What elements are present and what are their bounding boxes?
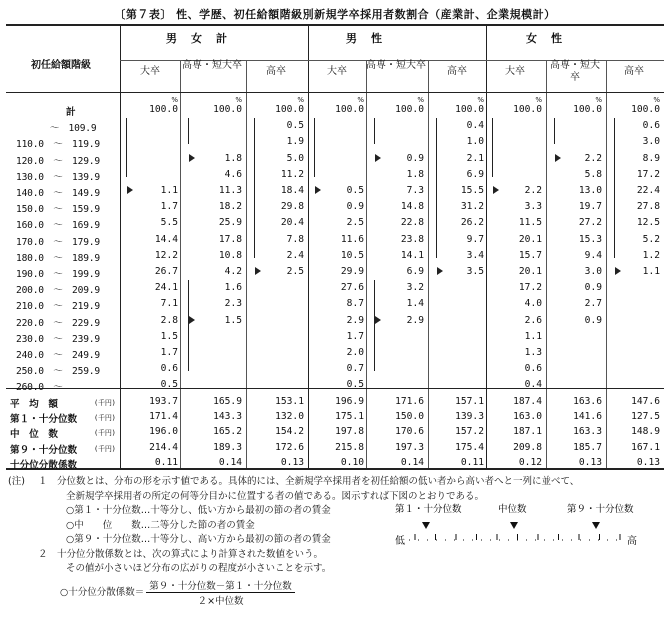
stat-cell: 132.0 (275, 411, 304, 423)
table-cell: 1.4 (406, 298, 424, 310)
table-cell: 1.3 (524, 347, 542, 358)
table-cell: 1.7 (160, 347, 178, 358)
stat-cell: 153.1 (275, 396, 304, 407)
formula-label: ○十分位分散係数＝ (60, 587, 145, 598)
stat-label: 平 均 額 (10, 399, 58, 410)
table-cell: 15.5 (460, 185, 484, 196)
table-cell: 2.8 (160, 314, 178, 326)
row-label: 250.0 ～ 259.9 (16, 366, 100, 378)
table-cell: 2.6 (524, 314, 542, 326)
table-cell: 3.0 (642, 136, 660, 148)
row-label: 190.0 ～ 199.9 (16, 269, 100, 280)
stat-cell: 172.6 (275, 441, 304, 453)
marker-label-d1: 第１・十分位数 (395, 504, 462, 515)
table-cell: 0.6 (160, 363, 178, 375)
table-cell: 1.7 (160, 201, 178, 213)
stat-cell: 0.12 (518, 456, 542, 468)
bracket-line (614, 118, 615, 258)
stat-cell: 143.3 (213, 411, 242, 423)
bracket-line (254, 118, 255, 258)
bracket-line (188, 118, 189, 144)
table-cell: 0.9 (406, 152, 424, 164)
table-cell: 100.0 (275, 104, 304, 115)
scale-ticks (415, 534, 620, 540)
percent-unit: % (417, 96, 424, 104)
table-cell: 29.8 (280, 201, 304, 213)
stat-cell: 0.11 (460, 456, 484, 468)
row-label: 230.0 ～ 239.9 (16, 333, 100, 345)
table-cell: 8.9 (642, 152, 660, 164)
bracket-line (314, 118, 315, 177)
stat-cell: 157.2 (455, 426, 484, 438)
table-cell: 5.5 (160, 217, 178, 229)
stat-cell: 165.2 (213, 426, 242, 438)
table-cell: 23.8 (400, 233, 424, 245)
stat-cell: 209.8 (513, 441, 542, 453)
table-cell: 1.5 (160, 330, 178, 342)
bracket-line (188, 280, 189, 371)
percent-unit: % (653, 96, 660, 104)
stat-cell: 170.6 (395, 426, 424, 438)
stat-cell: 0.11 (154, 456, 178, 468)
table-cell: 27.6 (340, 282, 364, 294)
table-cell: 4.6 (224, 168, 242, 180)
bracket-line (492, 118, 493, 177)
table-cell: 0.9 (584, 314, 602, 326)
table-cell: 100.0 (631, 104, 660, 115)
note-line: ○中 位 数…二等分した節の者の賃金 (66, 519, 255, 531)
table-cell: 2.3 (224, 298, 242, 310)
formula-fraction (146, 578, 295, 607)
row-label: 220.0 ～ 229.9 (16, 317, 100, 329)
table-cell: 2.5 (286, 266, 304, 277)
table-cell: 12.2 (154, 249, 178, 261)
table-cell: 13.0 (578, 185, 602, 196)
stat-label: 十分位分散係数 (10, 459, 78, 471)
note-line: ２ 十分位分散係数とは、次の算式により計算された数値をいう。 (38, 548, 324, 560)
table-cell: 18.2 (218, 201, 242, 213)
bracket-tip-icon (555, 154, 561, 162)
table-cell: 0.5 (346, 185, 364, 196)
table-cell: 0.5 (346, 379, 364, 391)
stat-cell: 147.6 (631, 396, 660, 407)
stat-cell: 150.0 (395, 411, 424, 423)
table-cell: 3.4 (466, 249, 484, 261)
marker-d1-icon (422, 522, 430, 529)
stat-cell: 197.3 (395, 441, 424, 453)
table-cell: 4.0 (524, 298, 542, 310)
table-cell: 3.2 (406, 282, 424, 294)
table-cell: 24.1 (154, 282, 178, 294)
table-title: 〔第７表〕 性、学歴、初任給額階級別新規学卒採用者数割合（産業計、企業規模計） (114, 8, 556, 21)
bracket-tip-icon (189, 154, 195, 162)
stat-cell: 127.5 (631, 411, 660, 423)
sub-header: 大卒 (140, 66, 160, 77)
row-label: ～ 109.9 (16, 123, 97, 135)
stat-cell: 0.14 (218, 456, 242, 468)
table-cell: 25.9 (218, 217, 242, 229)
table-cell: 18.4 (280, 185, 304, 196)
table-cell: 3.5 (466, 266, 484, 277)
stat-cell: 163.0 (513, 411, 542, 423)
table-cell: 11.3 (218, 185, 242, 196)
marker-label-median: 中位数 (498, 504, 527, 515)
bracket-line (374, 118, 375, 144)
table-cell: 0.6 (524, 363, 542, 375)
bracket-tip-icon (315, 186, 321, 194)
table-cell: 100.0 (513, 104, 542, 115)
bracket-tip-icon (437, 267, 443, 275)
col-divider (180, 60, 181, 468)
table-cell: 11.2 (280, 168, 304, 180)
table-cell: 6.9 (466, 168, 484, 180)
formula-denominator: ２×中位数 (197, 596, 244, 607)
table-cell: 17.2 (636, 168, 660, 180)
stat-cell: 154.2 (275, 426, 304, 438)
bracket-tip-icon (189, 316, 195, 324)
stat-cell: 214.4 (149, 441, 178, 453)
table-cell: 100.0 (213, 104, 242, 115)
stat-unit: (千円) (94, 444, 116, 453)
percent-unit: % (595, 96, 602, 104)
sub-header: 高専・短大卒 (182, 60, 242, 71)
table-cell: 100.0 (395, 104, 424, 115)
table-cell: 27.8 (636, 201, 660, 213)
sub-header: 高卒 (266, 66, 286, 77)
group-header-all: 男女計 (166, 32, 241, 45)
row-label: 170.0 ～ 179.9 (16, 236, 100, 248)
scale-low-label: 低 (395, 536, 405, 547)
table-cell: 2.5 (346, 217, 364, 229)
percent-unit: % (357, 96, 364, 104)
sub-header: 高卒 (447, 66, 467, 77)
stat-cell: 197.8 (335, 426, 364, 438)
percent-unit: % (297, 96, 304, 104)
group-header-female: 女性 (526, 32, 576, 45)
table-cell: 3.3 (524, 201, 542, 213)
sub-header: 高専・短大卒 (366, 60, 426, 71)
table-cell: 2.0 (346, 347, 364, 358)
table-cell: 3.0 (584, 266, 602, 277)
row-label: 260.0 ～ (16, 382, 63, 394)
row-header-label: 初任給額階級 (31, 60, 91, 71)
table-cell: 19.7 (578, 201, 602, 213)
stat-cell: 175.1 (335, 411, 364, 423)
table-cell: 2.2 (584, 152, 602, 164)
table-cell: 15.3 (578, 233, 602, 245)
table-cell: 20.1 (518, 233, 542, 245)
stat-cell: 163.6 (573, 396, 602, 407)
table-cell: 1.8 (224, 152, 242, 164)
row-label: 240.0 ～ 249.9 (16, 350, 100, 361)
stat-cell: 171.4 (149, 411, 178, 423)
stat-cell: 0.13 (578, 456, 602, 468)
marker-median-icon (510, 522, 518, 529)
stat-cell: 187.4 (513, 396, 542, 407)
table-cell: 8.7 (346, 298, 364, 310)
bracket-tip-icon (375, 316, 381, 324)
table-cell: 12.5 (636, 217, 660, 229)
stat-cell: 193.7 (149, 396, 178, 407)
table-cell: 7.3 (406, 185, 424, 196)
table-cell: 11.5 (518, 217, 542, 229)
wage-distribution-table (6, 24, 664, 470)
bracket-tip-icon (615, 267, 621, 275)
bracket-line (436, 118, 437, 258)
table-cell: 1.1 (160, 185, 178, 196)
stat-cell: 215.8 (335, 441, 364, 453)
percent-unit: % (477, 96, 484, 104)
table-cell: 0.4 (524, 379, 542, 391)
table-cell: 0.7 (346, 363, 364, 375)
table-cell: 5.2 (642, 233, 660, 245)
table-cell: 5.8 (584, 168, 602, 180)
marker-d9-icon (592, 522, 600, 529)
table-cell: 100.0 (335, 104, 364, 115)
note-line: 全新規学卒採用者の所定の何等分目かに位置する者の値である。図示すれば下図のとおりである。 (66, 490, 485, 502)
stat-cell: 175.4 (455, 441, 484, 453)
bracket-line (126, 118, 127, 177)
table-cell: 0.5 (160, 379, 178, 391)
bracket-line (554, 118, 555, 144)
note-line: その値が小さいほど分布の広がりの程度が小さいことを示す。 (66, 563, 332, 574)
stat-cell: 0.13 (636, 456, 660, 468)
table-cell: 0.4 (466, 120, 484, 132)
stat-label: 第１・十分位数 (10, 414, 78, 426)
stat-cell: 157.1 (455, 396, 484, 407)
scale-high-label: 高 (627, 536, 637, 547)
table-cell: 22.4 (636, 185, 660, 196)
note-line: １ 分位数とは、分布の形を示す値である。具体的には、全新規学卒採用者を初任給額の低い者から高い者へと一列に並べて、 (38, 476, 580, 487)
row-label: 150.0 ～ 159.9 (16, 204, 100, 216)
notes-label: (注) (8, 476, 25, 487)
stat-unit: (千円) (94, 414, 116, 423)
table-cell: 20.4 (280, 217, 304, 229)
table-cell: 0.5 (286, 120, 304, 132)
table-cell: 7.8 (286, 233, 304, 245)
group-header-male: 男性 (346, 32, 396, 45)
table-cell: 31.2 (460, 201, 484, 213)
table-cell: 1.7 (346, 330, 364, 342)
decile-scale-diagram (395, 502, 645, 552)
header-bottom (6, 92, 664, 93)
table-cell: 17.8 (218, 233, 242, 245)
table-cell: 10.8 (218, 249, 242, 261)
stat-cell: 185.7 (573, 441, 602, 453)
table-cell: 1.5 (224, 314, 242, 326)
table-cell: 2.4 (286, 249, 304, 261)
stat-cell: 167.1 (631, 441, 660, 453)
row-label: 180.0 ～ 189.9 (16, 252, 100, 264)
bracket-tip-icon (255, 267, 261, 275)
stat-label: 中 位 数 (10, 429, 58, 441)
table-cell: 9.4 (584, 249, 602, 261)
row-label: 140.0 ～ 149.9 (16, 188, 100, 199)
table-cell: 1.0 (466, 136, 484, 148)
bracket-line (374, 280, 375, 371)
row-label: 120.0 ～ 129.9 (16, 155, 100, 167)
sub-header: 大卒 (505, 66, 525, 77)
sub-header: 高専・短大卒 (550, 60, 600, 83)
table-cell: 6.9 (406, 266, 424, 277)
table-cell: 1.1 (642, 266, 660, 277)
stat-cell: 0.10 (340, 456, 364, 468)
table-cell: 22.8 (400, 217, 424, 229)
table-cell: 2.2 (524, 185, 542, 196)
row-label: 200.0 ～ 209.9 (16, 285, 100, 297)
note-line: ○第９・十分位数…十等分し、高い方から最初の節の者の賃金 (66, 534, 331, 545)
table-cell: 26.7 (154, 266, 178, 277)
table-cell: 5.0 (286, 152, 304, 164)
table-cell: 20.1 (518, 266, 542, 277)
stat-cell: 171.6 (395, 396, 424, 407)
stat-cell: 187.1 (513, 426, 542, 438)
row-label: 110.0 ～ 119.9 (16, 139, 100, 151)
table-cell: 2.9 (346, 314, 364, 326)
note-line: ○第１・十分位数…十等分し、低い方から最初の節の者の賃金 (66, 505, 331, 516)
table-cell: 2.7 (584, 298, 602, 310)
stat-label: 第９・十分位数 (10, 444, 78, 456)
table-cell: 1.8 (406, 168, 424, 180)
table-cell: 7.1 (160, 298, 178, 310)
table-cell: 15.7 (518, 249, 542, 261)
bracket-tip-icon (493, 186, 499, 194)
table-cell: 1.2 (642, 249, 660, 261)
percent-unit: % (171, 96, 178, 104)
bracket-tip-icon (375, 154, 381, 162)
table-cell: 1.6 (224, 282, 242, 294)
row-label: 210.0 ～ 219.9 (16, 301, 100, 313)
row-label: 130.0 ～ 139.9 (16, 171, 100, 183)
table-cell: 100.0 (573, 104, 602, 115)
table-cell: 14.1 (400, 249, 424, 261)
stat-cell: 189.3 (213, 441, 242, 453)
stat-cell: 148.9 (631, 426, 660, 438)
stat-cell: 139.3 (455, 411, 484, 423)
table-cell: 9.7 (466, 233, 484, 245)
marker-label-d9: 第９・十分位数 (567, 504, 634, 515)
stat-cell: 141.6 (573, 411, 602, 423)
row-label: 計 (66, 107, 76, 118)
row-label: 160.0 ～ 169.9 (16, 220, 100, 232)
table-cell: 4.2 (224, 266, 242, 277)
stat-cell: 196.0 (149, 426, 178, 438)
stat-unit: (千円) (94, 429, 116, 438)
table-cell: 0.9 (584, 282, 602, 294)
stat-cell: 0.13 (280, 456, 304, 468)
stat-cell: 165.9 (213, 396, 242, 407)
sub-header: 高卒 (624, 66, 644, 77)
table-cell: 26.2 (460, 217, 484, 229)
percent-unit: % (235, 96, 242, 104)
table-cell: 1.1 (524, 330, 542, 342)
table-cell: 2.9 (406, 314, 424, 326)
bracket-tip-icon (127, 186, 133, 194)
table-cell: 0.6 (642, 120, 660, 132)
table-cell: 17.2 (518, 282, 542, 294)
percent-unit: % (535, 96, 542, 104)
table-cell: 14.8 (400, 201, 424, 213)
table-cell: 100.0 (149, 104, 178, 115)
table-cell: 2.1 (466, 152, 484, 164)
stat-unit: (千円) (94, 399, 116, 407)
formula (60, 578, 295, 607)
table-cell: 14.4 (154, 233, 178, 245)
stat-cell: 0.14 (400, 456, 424, 468)
table-cell: 11.6 (340, 233, 364, 245)
sub-header: 大卒 (327, 66, 347, 77)
stat-cell: 163.3 (573, 426, 602, 438)
table-cell: 1.9 (286, 136, 304, 148)
table-cell: 100.0 (455, 104, 484, 115)
table-cell: 10.5 (340, 249, 364, 261)
table-cell: 0.9 (346, 201, 364, 213)
table-cell: 27.2 (578, 217, 602, 229)
formula-numerator: 第９・十分位数－第１・十分位数 (146, 578, 295, 593)
stat-cell: 196.9 (335, 396, 364, 407)
table-cell: 29.9 (340, 266, 364, 277)
